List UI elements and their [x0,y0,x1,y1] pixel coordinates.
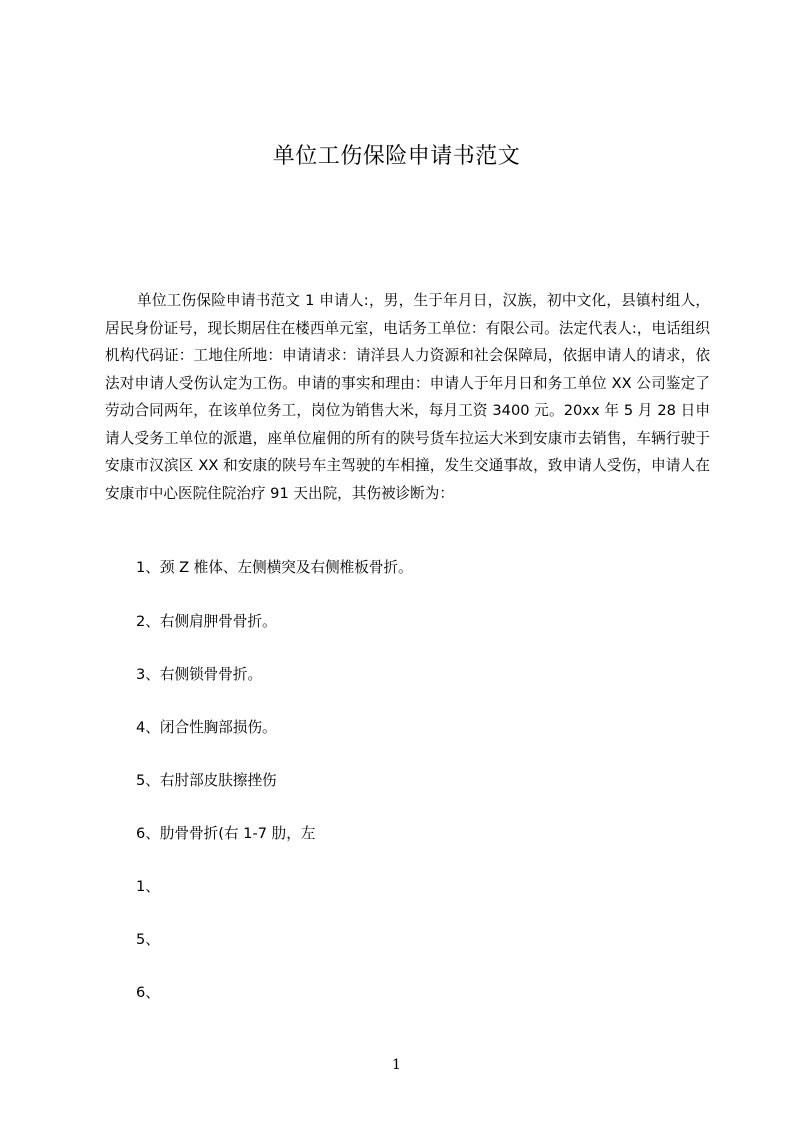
list-item-6: 6、肋骨骨折(右 1-7 肋，左 [136,825,316,842]
list-item-4: 4、闭合性胸部损伤。 [136,719,277,736]
list-item-7: 1、 [136,878,160,895]
list-item-5: 5、右肘部皮肤擦挫伤 [136,772,277,789]
list-item-1: 1、颈 Z 椎体、左侧横突及右侧椎板骨折。 [136,559,413,576]
document-title: 单位工伤保险申请书范文 [272,144,521,169]
page-number: 1 [392,1057,401,1073]
list-item-2: 2、右侧肩胛骨骨折。 [136,613,277,630]
list-item-3: 3、右侧锁骨骨折。 [136,666,263,683]
list-item-8: 5、 [136,931,160,948]
body-paragraph: 单位工伤保险申请书范文 1 申请人:，男，生于年月日，汉族，初中文化，县镇村组人，居民身份证号，现长期居住在楼西单元室，电话务工单位：有限公司。法定代表人:，电话组织机构代码证：工地住所地：申请请求：请洋县人力资源和社会保障局，依据申请人的请求，依法对申请人受伤认定为工伤。申请的事实和理由：申请人于年月日和务工单位 XX 公司鉴定了劳动合同两年，在该单位务工，岗位为销售大米，每月工资 3400 元。20xx 年 5 月 28 日申请人受务工单位的派遣，座单位雇佣的所有的陕号货车拉运大米到安康市去销售，车辆行驶于安康市汉滨区 XX 和安康的陕号车主驾驶的车相撞，发生交通事故，致申请人受伤，申请人在安康市中心医院住院治疗 91 天出院，其伤被诊断为： [105,292,710,502]
list-item-9: 6、 [136,984,160,1001]
